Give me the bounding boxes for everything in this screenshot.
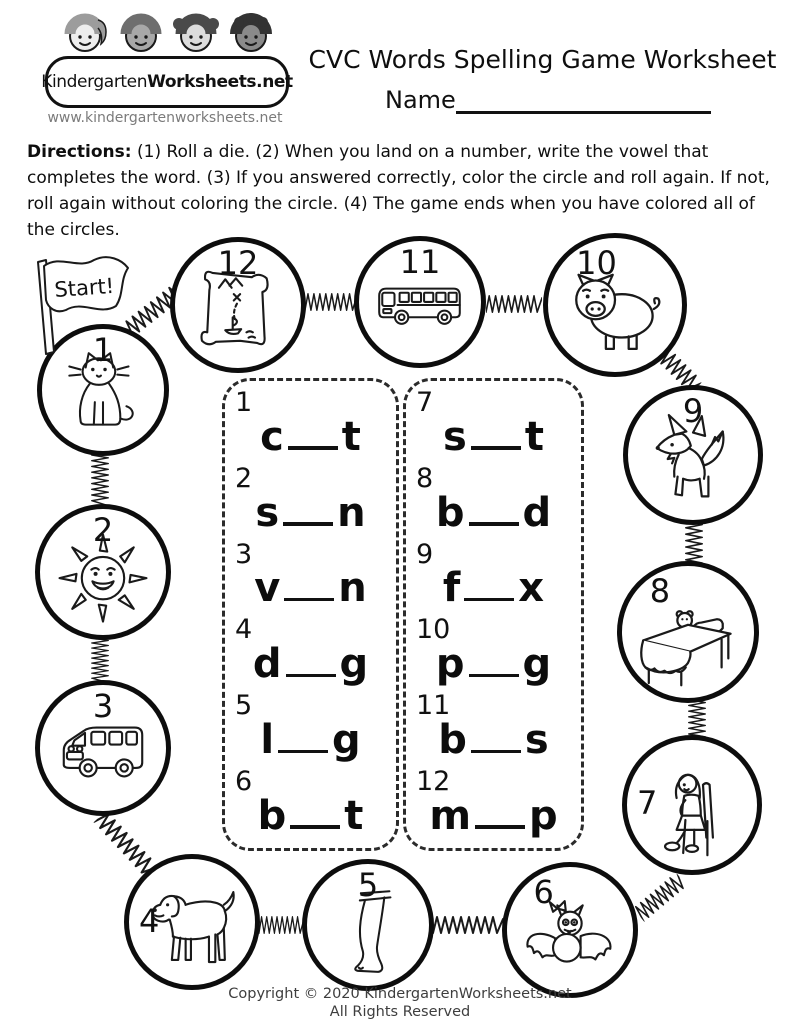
word-last-letter: t: [344, 792, 364, 839]
circle-number: 3: [92, 687, 114, 725]
word-first-letter: b: [435, 489, 465, 536]
word-number: 1: [235, 387, 253, 418]
directions-label: Directions:: [27, 142, 132, 162]
circle-number: 2: [92, 511, 114, 549]
word-list-left-panel: [222, 378, 399, 851]
word-first-letter: d: [252, 641, 282, 688]
start-flag: [28, 250, 146, 368]
board-circle-van: [35, 680, 171, 816]
vowel-blank: [469, 522, 519, 526]
word-bed: [406, 489, 581, 536]
circle-number: 6: [533, 873, 554, 911]
circle-number: 7: [637, 784, 658, 823]
word-number: 12: [416, 766, 451, 798]
word-van: [225, 565, 396, 612]
spring-connector: [305, 291, 357, 313]
vowel-blank: [469, 674, 519, 678]
word-last-letter: n: [337, 489, 366, 536]
word-row: [225, 387, 396, 463]
word-number: 7: [416, 387, 434, 418]
word-bus: [406, 717, 581, 764]
circle-number: 10: [576, 244, 617, 282]
circle-number: 8: [649, 572, 671, 610]
word-number: 8: [416, 462, 434, 494]
girl-ponytail-icon: [62, 8, 110, 62]
word-last-letter: t: [524, 413, 544, 460]
vowel-blank: [475, 825, 525, 829]
spring-connector: [89, 638, 111, 682]
word-bat: [225, 792, 396, 839]
brand-wordmark: [41, 56, 293, 108]
word-first-letter: c: [260, 413, 284, 460]
rights-text: All Rights Reserved: [329, 1004, 471, 1020]
word-row: [225, 614, 396, 690]
directions-text: [27, 139, 775, 243]
vowel-blank: [288, 446, 338, 450]
word-row: [406, 614, 581, 690]
word-first-letter: l: [260, 717, 275, 764]
word-first-letter: p: [435, 641, 465, 688]
word-number: 11: [416, 690, 451, 722]
word-leg: [225, 717, 396, 764]
board-circle-leg: [302, 859, 434, 991]
vowel-blank: [286, 674, 336, 678]
word-number: 4: [235, 614, 253, 646]
word-row: [406, 539, 581, 615]
word-first-letter: m: [429, 792, 472, 839]
word-dog: [225, 641, 396, 688]
circle-number: 1: [92, 331, 114, 369]
girl-pigtails-icon: [172, 8, 220, 62]
circle-number: 4: [139, 901, 160, 940]
word-row: [225, 690, 396, 766]
word-first-letter: f: [442, 565, 461, 612]
brand-text-regular: Kindergarten: [41, 72, 148, 92]
word-number: 2: [235, 462, 253, 494]
word-number: 6: [235, 766, 253, 798]
word-cat: [225, 413, 396, 460]
name-label: Name: [385, 86, 456, 114]
spring-connector: [486, 293, 542, 315]
word-last-letter: x: [518, 565, 545, 612]
word-first-letter: b: [438, 717, 467, 764]
word-map: [406, 792, 581, 839]
board-circle-bat: [502, 862, 638, 998]
word-first-letter: v: [254, 565, 281, 612]
circle-number: 12: [217, 244, 259, 282]
boy-icon: [117, 8, 165, 62]
word-last-letter: d: [522, 489, 552, 536]
word-list-right-panel: [403, 378, 584, 851]
vowel-blank: [278, 750, 328, 754]
board-circle-treasure-map: [170, 237, 306, 373]
board-circle-bus: [354, 236, 486, 368]
word-row: [225, 539, 396, 615]
word-last-letter: g: [522, 641, 552, 688]
word-row: [406, 690, 581, 766]
word-last-letter: g: [332, 717, 361, 764]
boy-curly-icon: [227, 8, 275, 62]
word-last-letter: n: [338, 565, 367, 612]
word-number: 10: [416, 614, 451, 646]
word-sit: [406, 413, 581, 460]
word-row: [406, 387, 581, 463]
circle-number: 11: [399, 243, 441, 281]
name-blank-line: [456, 87, 711, 114]
vowel-blank: [464, 598, 514, 602]
board-circle-girl-sitting: [622, 735, 762, 875]
footer: [0, 985, 800, 1021]
copyright-text: Copyright © 2020 KindergartenWorksheets.net: [228, 986, 572, 1002]
word-last-letter: g: [339, 641, 369, 688]
vowel-blank: [290, 825, 340, 829]
word-pig: [406, 641, 581, 688]
circle-number: 5: [357, 866, 379, 904]
board-circle-sun: [35, 504, 171, 640]
word-number: 9: [416, 538, 434, 570]
spring-connector: [433, 914, 503, 936]
word-row: [225, 463, 396, 539]
spring-connector: [259, 914, 304, 936]
word-row: [225, 766, 396, 842]
word-last-letter: t: [341, 413, 361, 460]
vowel-blank: [283, 522, 333, 526]
start-flag-label: Start!: [53, 273, 115, 302]
brand-url: www.kindergartenworksheets.net: [47, 110, 283, 126]
word-row: [406, 463, 581, 539]
spring-connector: [631, 871, 688, 924]
word-number: 5: [235, 690, 253, 722]
brand-text-bold: Worksheets.net: [147, 72, 293, 92]
name-row: [385, 86, 711, 114]
word-fox: [406, 565, 581, 612]
kids-illustration: [62, 8, 275, 62]
spring-connector: [89, 455, 111, 505]
vowel-blank: [284, 598, 334, 602]
word-last-letter: s: [524, 717, 549, 764]
word-number: 3: [235, 538, 253, 570]
word-first-letter: s: [443, 413, 467, 460]
word-row: [406, 766, 581, 842]
board-circle-dog: [124, 854, 260, 990]
board-circle-fox: [623, 385, 763, 525]
circle-number: 9: [682, 392, 704, 430]
word-first-letter: b: [257, 792, 287, 839]
word-first-letter: s: [255, 489, 280, 536]
word-sun: [225, 489, 396, 536]
page-title: CVC Words Spelling Game Worksheet: [308, 44, 777, 74]
board-circle-bed: [617, 561, 759, 703]
vowel-blank: [471, 750, 521, 754]
directions-body: (1) Roll a die. (2) When you land on a number, write the vowel that completes the word. (3) If you answered correctly, color the circle and roll again. If not, roll again without coloring the circle. (4) The game ends when you have colored all of the circles.: [27, 142, 770, 240]
vowel-blank: [471, 446, 521, 450]
board-circle-pig: [543, 233, 687, 377]
word-last-letter: p: [529, 792, 558, 839]
